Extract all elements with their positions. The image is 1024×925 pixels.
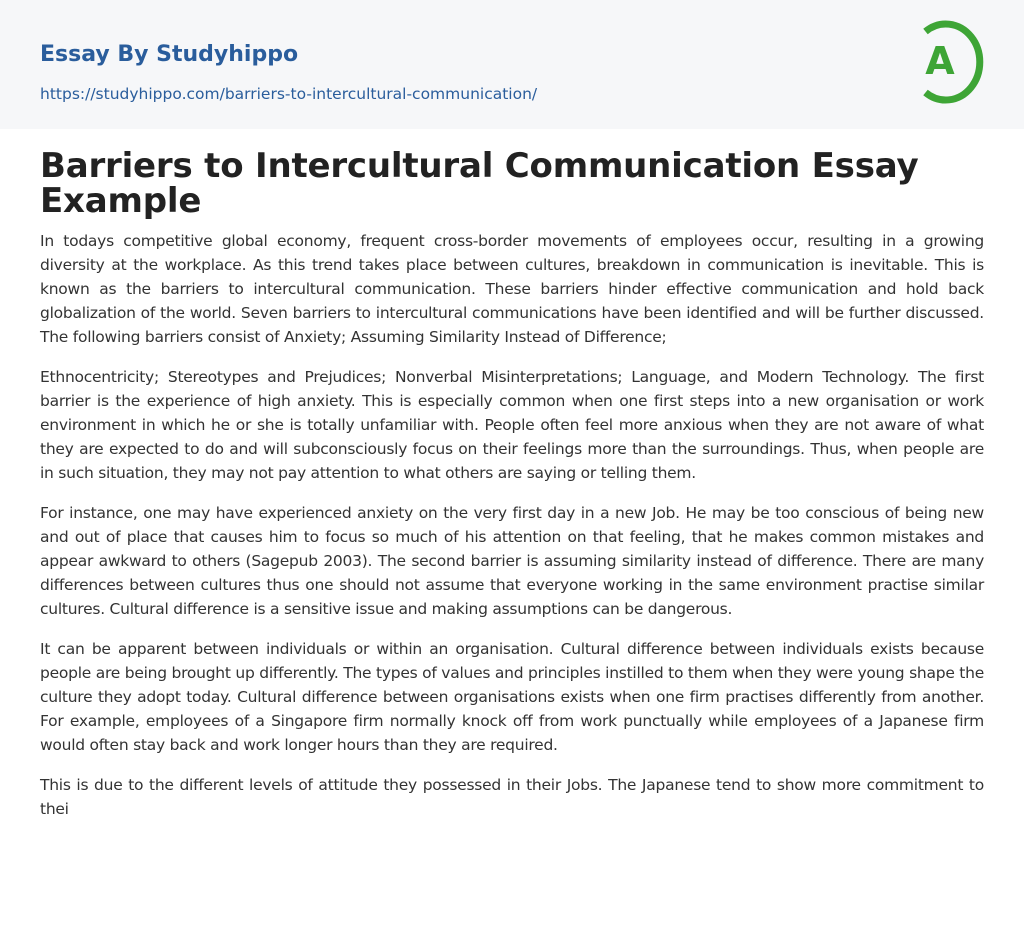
site-header (0, 0, 1024, 129)
logo-letter: A (925, 39, 955, 83)
studyhippo-logo-icon[interactable] (912, 19, 986, 105)
essay-paragraph: It can be apparent between individuals or within an organisation. Cultural difference between individuals exists because people are being brought up differently. The types of values and principles instilled to them when they were young shape the culture they adopt today. Cultural difference between organisations exists when one firm practises differently from another. For example, employees of a Singapore firm normally knock off from work punctually while employees of a Japanese firm would often stay back and work longer hours than they are required. (40, 640, 984, 754)
essay-paragraph: This is due to the different levels of attitude they possessed in their Jobs. The Japanese tend to show more commitment to thei (40, 776, 984, 818)
page-title: Barriers to Intercultural Communication Essay Example (40, 146, 919, 221)
site-brand[interactable]: Essay By Studyhippo (40, 42, 299, 67)
essay-paragraph: Ethnocentricity; Stereotypes and Prejudices; Nonverbal Misinterpretations; Language, and Modern Technology. The first barrier is the experience of high anxiety. This is especially common when one first steps into a new organisation or work environment in which he or she is totally unfamiliar with. People often feel more anxious when they are not aware of what they are expected to do and will subconsciously focus on their feelings more than the surroundings. Thus, when people are in such situation, they may not pay attention to what others are saying or telling them. (40, 368, 984, 482)
essay-content (40, 229, 984, 837)
essay-paragraph: In todays competitive global economy, frequent cross-border movements of employees occur, resulting in a growing diversity at the workplace. As this trend takes place between cultures, breakdown in communication is inevitable. This is known as the barriers to intercultural communication. These barriers hinder effective communication and hold back globalization of the world. Seven barriers to intercultural communications have been identified and will be further discussed. The following barriers consist of Anxiety; Assuming Similarity Instead of Difference; (40, 232, 984, 346)
page-url-link[interactable]: https://studyhippo.com/barriers-to-intercultural-communication/ (40, 85, 538, 103)
essay-paragraph: For instance, one may have experienced anxiety on the very first day in a new Job. He may be too conscious of being new and out of place that causes him to focus so much of his attention on that feeling, that he makes common mistakes and appear awkward to others (Sagepub 2003). The second barrier is assuming similarity instead of difference. There are many differences between cultures thus one should not assume that everyone working in the same environment practise similar cultures. Cultural difference is a sensitive issue and making assumptions can be dangerous. (40, 504, 984, 618)
